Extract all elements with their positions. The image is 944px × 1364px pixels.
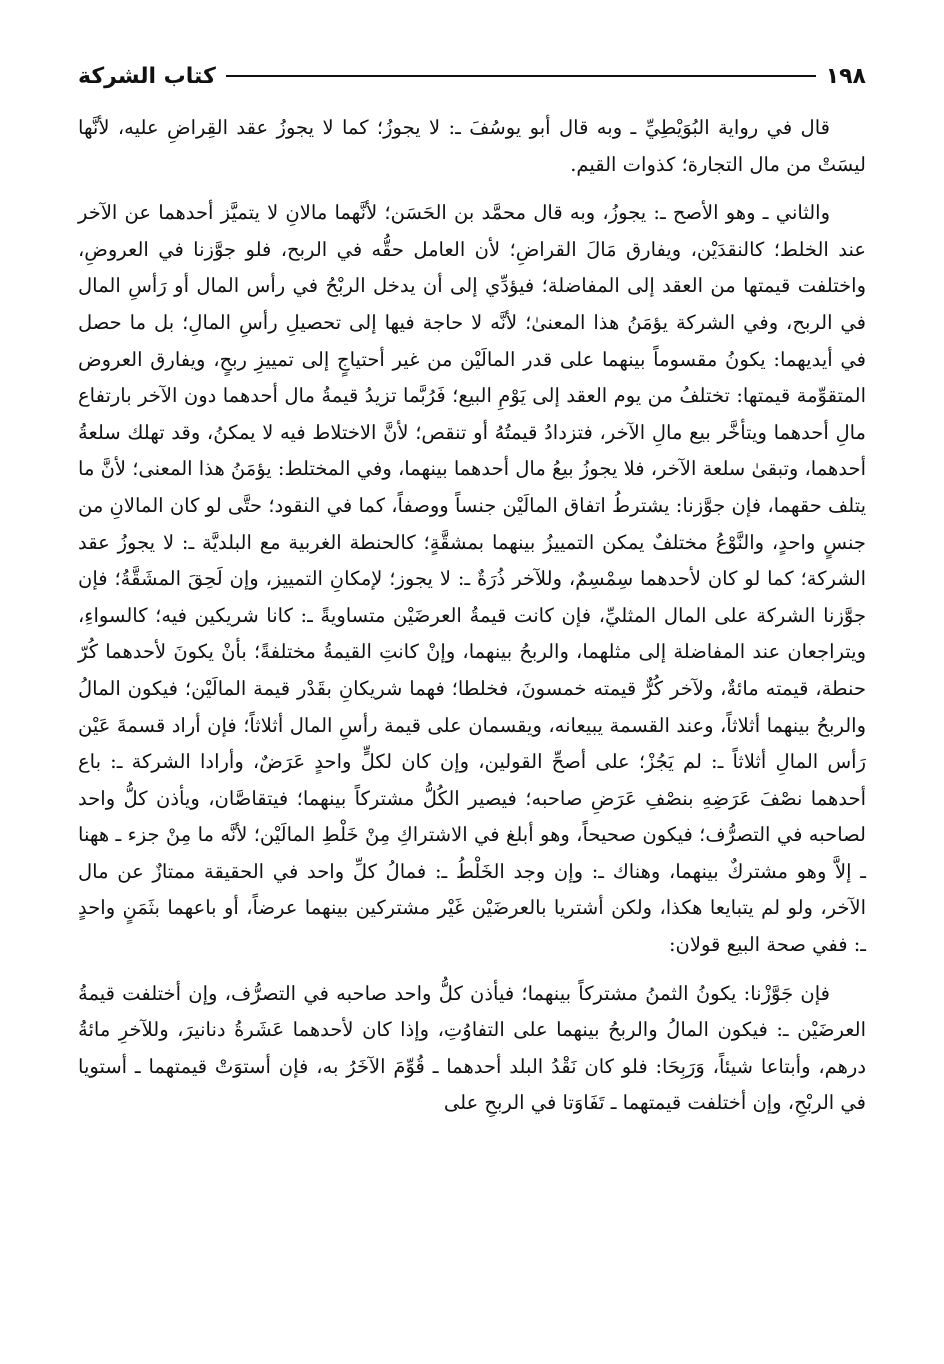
book-title: كتاب الشركة — [78, 63, 216, 89]
spacer — [78, 183, 866, 195]
spacer — [78, 96, 866, 110]
spacer — [78, 964, 866, 976]
header-rule — [226, 75, 816, 77]
paragraph-1: قال في رواية البُوَيْطِيِّ ـ وبه قال أبو يوسُفَ ـ: لا يجوزُ؛ كما لا يجوزُ عقد القِراضِ عليه، لأنَّها ليسَتْ من مال التجارة؛ كذوات القيم. — [78, 116, 866, 176]
paragraph-3: فإن جَوَّزْنا: يكونُ الثمنُ مشتركاً بينهما؛ فيأذن كلُّ واحد صاحبه في التصرُّف، وإن أختلفت قيمةُ العرضَيْن ـ: فيكون المالُ والربحُ بينهما على التفاوُتِ، وإذا كان لأحدهما عَشَرةُ دنانيرَ، وللآخرِ مائةُ درهم، وأبتاعا شيئاً، وَرَبِحَا: فلو كان نَقْدُ البلد أحدهما ـ قُوِّمَ الآخَرُ به، فإن أستوَتْ قيمتهما ـ أستويا في الربْحِ، وإن أختلفت قيمتهما ـ تَفَاوَتا في الربحِ على — [78, 981, 866, 1115]
paragraph-2: والثاني ـ وهو الأصح ـ: يجوزُ، وبه قال محمَّد بن الحَسَن؛ لأنَّهما مالانِ لا يتميَّز أحدهما عن الآخر عند الخلط؛ كالنقدَيْن، ويفارق مَالَ القراضِ؛ لأن العامل حقُّه في الربح، فلو جوَّزنا في العروضِ، واختلفت قيمتها من العقد إلى المفاضلة؛ فيؤدِّي إلى أن يدخل الربْحُ في رأس المال أو رَأسِ المال في الربح، وفي الشركة يؤمَنُ هذا المعنىٰ؛ لأنَّه لا حاجة فيها إلى تحصيلِ رأسِ المالِ؛ بل ما حصل في أيديهما: يكونُ مقسوماً بينهما على قدر المالَيْن من غير أحتياجٍ إلى تمييزِ ربحٍ، ويفارق العروض المتقوِّمة قيمتها: تختلفُ من يوم العقد إلى يَوْمِ البيع؛ فَرُبَّما تزيدُ قيمةُ مال أحدهما دون الآخر بارتفاع مالِ أحدهما ويتأخَّر بيع مالِ الآخر، فتزدادُ قيمتُهُ أو تنقص؛ لأنَّ الاختلاط فيه لا يمكنُ، وقد تهلك سلعةُ أحدهما، وتبقىٰ سلعة الآخر، فلا يجوزُ بيعُ مال أحدهما بينهما، وفي المختلط: يؤمَنُ هذا المعنى؛ لأنَّ ما يتلف حقهما، فإن جوَّزنا: يشترطُ اتفاق المالَيْن جنساً ووصفاً، كما في النقود؛ حتَّى لو كان المالانِ من جنسٍ واحدٍ، والنَّوْعُ مختلفٌ يمكن التمييزُ بينهما بمشقَّةٍ؛ كالحنطة الغربية مع البلديَّة ـ: لا يجوزُ عقد الشركة؛ كما لو كان لأحدهما سِمْسِمٌ، وللآخر ذُرَةٌ ـ: لا يجوز؛ لإمكانِ التمييز، وإن لَحِقَ المشَقَّةُ؛ فإن جوَّزنا الشركة على المال المثليِّ، فإن كانت قيمةُ العرضَيْن متساويةً ـ: كانا شريكين فيه؛ كالسواءِ، ويتراجعان عند المفاضلة إلى مثلهما، والربحُ بينهما، وإنْ كانتِ القيمةُ مختلفةً؛ بأنْ يكونَ لأحدهما كُرّ حنطة، قيمته مائةٌ، ولآخر كُرٌّ قيمته خمسونَ، فخلطا؛ فهما شريكانِ بقَدْر قيمة المالَيْن؛ فيكون المالُ والربحُ بينهما أثلاثاً، وعند القسمة يبيعانه، ويقسمان على قيمة رأسِ المال أثلاثاً؛ فإن أراد قسمةَ عَيْن رَأس المالِ أثلاثاً ـ: لم يَجُزْ؛ على أصحِّ القولين، وإن كان لكلٍّ واحدٍ عَرَضٌ، وأرادا الشركة ـ: باع أحدهما نصْفَ عَرَضِهِ بنصْفِ عَرَضِ صاحبه؛ فيصير الكُلُّ مشتركاً بينهما؛ فيتقاصَّان، ويأذن كلُّ واحد لصاحبه في التصرُّف؛ فيكون صحيحاً، وهو أبلغ في الاشتراكِ مِنْ خَلْطِ المالَيْن؛ لأنَّه ما مِنْ جزء ـ ههنا ـ إلاَّ وهو مشتركٌ بينهما، وهناك ـ: وإن وجد الخَلْطُ ـ: فمالُ كلِّ واحد في الحقيقة ممتازٌ عن مال الآخر، ولو لم يتبايعا هكذا، ولكن أشتريا بالعرضَيْن غَيْر مشتركين بينهما عرضاً، أو باعهما بثَمَنٍ واحدٍ ـ: ففي صحة البيع قولان: — [78, 201, 866, 957]
page-header — [78, 56, 866, 96]
page-number: ١٩٨ — [825, 63, 866, 89]
book-page — [78, 56, 866, 1122]
